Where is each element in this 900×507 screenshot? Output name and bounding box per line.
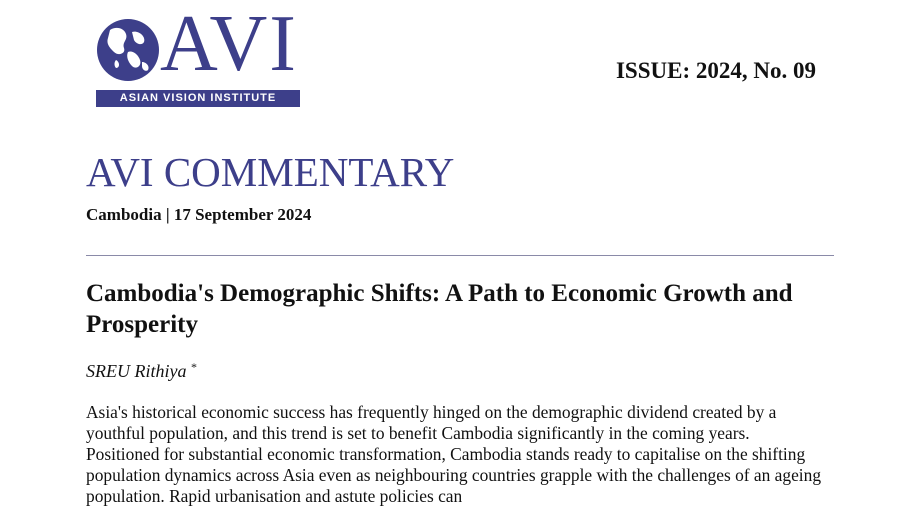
article-title: Cambodia's Demographic Shifts: A Path to Economic Growth and Prosperity: [86, 280, 793, 338]
logo-subtitle: ASIAN VISION INSTITUTE: [96, 90, 300, 107]
issue-number: ISSUE: 2024, No. 09: [615, 58, 816, 83]
author-name: SREU Rithiya: [86, 361, 187, 381]
author-line: [86, 360, 197, 382]
body-paragraph: Asia's historical economic success has frequently hinged on the demographic dividend created by a youthful population, and this trend is set to benefit Cambodia significantly in the coming years. Positioned for substantial economic transformation, Cambodia stands ready to capitalise on the shifting population dynamics across Asia even as neighbouring countries grapple with the challenges of an ageing population. Rapid urbanisation and astute policies can: [86, 402, 822, 506]
logo-wordmark: AVI: [160, 0, 298, 88]
divider: [86, 255, 834, 256]
dateline: Cambodia | 17 September 2024: [86, 205, 312, 224]
document-type-title: AVI COMMENTARY: [86, 149, 455, 195]
avi-logo: [96, 0, 300, 110]
author-footnote-mark[interactable]: *: [190, 360, 197, 374]
globe-icon: [96, 18, 160, 82]
